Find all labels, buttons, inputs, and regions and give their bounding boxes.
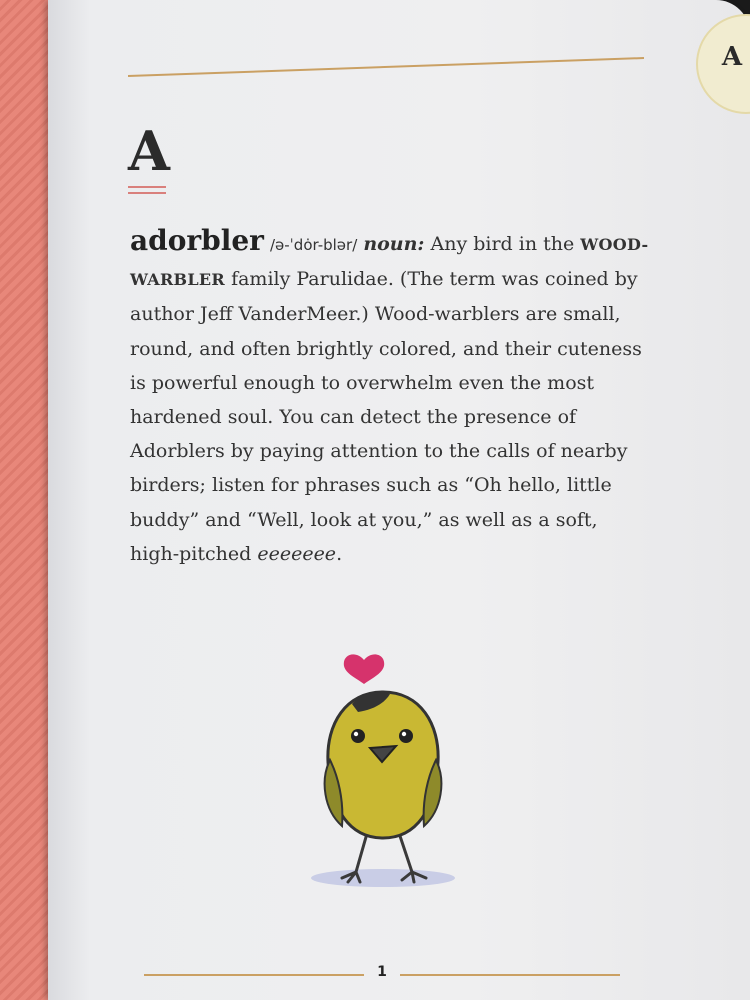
cross-reference-term: WOOD-WARBLER [130, 235, 649, 290]
tab-letter: A [721, 42, 743, 72]
footer-rule-right [400, 974, 620, 976]
definition-italic-end: eeeeeee [257, 542, 337, 565]
section-letter: A [128, 119, 170, 183]
footer-rule-left [144, 974, 364, 976]
warbler-illustration [298, 640, 468, 890]
section-letter-underline [128, 184, 166, 196]
definition-period: . [336, 542, 343, 565]
headword: adorbler [130, 224, 264, 257]
definition-text-2: family Parulidae. (The term was coined by author Jeff VanderMeer.) Wood-warblers are small, round, and often brightly colored, and their cuteness is powerful enough to overwhelm even the most hardened soul. You can detect the presence of Adorblers by paying attention to the calls of nearby birders; listen for phrases such as “Oh hello, little buddy” and “Well, look at you,” as well as a soft, high-pitched [130, 268, 642, 565]
dictionary-entry [130, 224, 650, 571]
page-number: 1 [377, 964, 387, 980]
definition-text-1: Any bird in the [424, 233, 581, 255]
pronunciation: /ə-ˈdȯr-blər/ [269, 236, 358, 254]
book-page [48, 0, 750, 1000]
top-rule [128, 56, 644, 80]
heart-icon [344, 654, 384, 684]
part-of-speech: noun: [363, 233, 425, 255]
